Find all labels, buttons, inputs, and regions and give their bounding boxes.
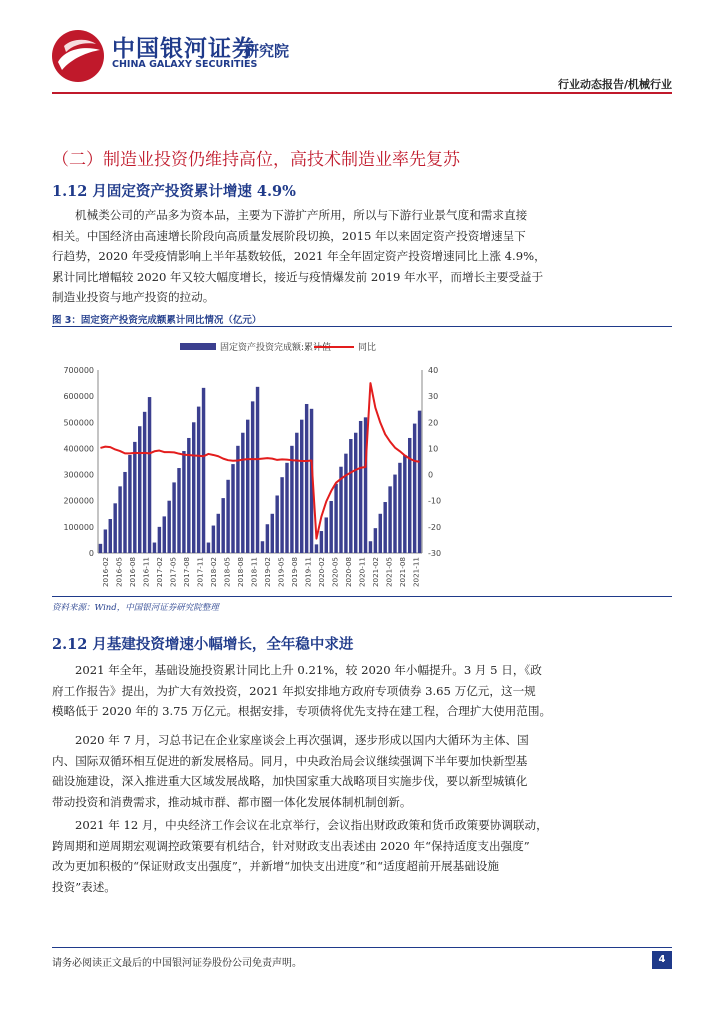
x-tick-label: 2020-11 xyxy=(357,557,367,588)
chart-bar xyxy=(413,424,416,553)
x-tick-label: 2019-08 xyxy=(289,557,299,588)
chart-bar xyxy=(138,426,141,553)
chart-bar xyxy=(300,420,303,553)
figure-bottom-rule xyxy=(52,596,672,597)
chart-bar xyxy=(177,468,180,553)
chart-bar xyxy=(374,528,377,553)
x-tick-label: 2016-02 xyxy=(100,557,110,588)
chart-bar xyxy=(383,502,386,553)
y-right-tick-label: 40 xyxy=(428,366,439,375)
chart-bar xyxy=(221,498,224,553)
investment-chart xyxy=(52,330,672,592)
chart-bar xyxy=(143,412,146,553)
paragraph-line: 累计同比增幅较 2020 年又较大幅度增长，接近与疫情爆发前 2019 年水平，而增长主要受益于 xyxy=(52,269,544,284)
y-right-tick-label: 30 xyxy=(428,392,439,402)
figure-title: 图 3：固定资产投资完成额累计同比情况（亿元） xyxy=(52,315,262,326)
x-tick-label: 2020-02 xyxy=(316,557,326,588)
y-left-tick-label: 100000 xyxy=(63,522,94,532)
chart-bar xyxy=(388,486,391,553)
subsection-heading-1: 1.12 月固定资产投资累计增速 4.9% xyxy=(52,183,296,200)
chart-bar xyxy=(231,464,234,553)
x-tick-label: 2018-11 xyxy=(249,557,259,588)
report-type-label: 行业动态报告/机械行业 xyxy=(557,78,672,91)
x-tick-label: 2020-08 xyxy=(343,557,353,588)
y-left-tick-label: 500000 xyxy=(63,418,94,428)
y-axis-left xyxy=(63,366,94,558)
chart-bar xyxy=(163,516,166,553)
x-tick-label: 2017-02 xyxy=(154,557,164,588)
chart-bar xyxy=(393,475,396,553)
chart-bar xyxy=(344,454,347,553)
y-right-tick-label: 20 xyxy=(428,418,439,428)
paragraph-line: 跨周期和逆周期宏观调控政策要有机结合，针对财政支出表述由 2020 年“保持适度支出强度” xyxy=(52,838,530,853)
x-tick-label: 2016-08 xyxy=(127,557,137,588)
chart-bar xyxy=(379,514,382,553)
chart-bar xyxy=(320,531,323,553)
legend-label-bar: 固定资产投资完成额:累计值 xyxy=(220,343,332,353)
chart-bar xyxy=(280,477,283,553)
y-right-tick-label: -30 xyxy=(428,549,442,558)
chart-bar xyxy=(113,503,116,553)
chart-bar xyxy=(109,519,112,553)
figure-source: 资料来源：Wind，中国银河证券研究院整理 xyxy=(52,603,219,613)
x-tick-label: 2021-05 xyxy=(384,557,394,588)
x-tick-label: 2019-11 xyxy=(303,557,313,588)
y-left-tick-label: 200000 xyxy=(63,496,94,506)
y-left-tick-label: 0 xyxy=(88,549,94,558)
chart-bar xyxy=(212,526,215,553)
x-tick-label: 2019-02 xyxy=(262,557,272,588)
footer-disclaimer: 请务必阅读正文最后的中国银河证券股份公司免责声明。 xyxy=(52,958,302,969)
x-tick-label: 2017-08 xyxy=(181,557,191,588)
page-number: 4 xyxy=(652,951,672,969)
chart-bar xyxy=(315,544,318,553)
legend-label-line: 同比 xyxy=(358,343,377,353)
chart-bar xyxy=(128,455,131,553)
x-tick-label: 2019-05 xyxy=(276,557,286,588)
chart-bar xyxy=(123,472,126,553)
chart-bar xyxy=(398,463,401,553)
chart-bar xyxy=(99,544,102,553)
paragraph-line: 机械类公司的产品多为资本品，主要为下游扩产所用，所以与下游行业景气度和需求直接 xyxy=(75,208,528,222)
x-tick-label: 2021-02 xyxy=(370,557,380,588)
paragraph-2 xyxy=(52,660,672,722)
subsection-heading-2: 2.12 月基建投资增速小幅增长，全年稳中求进 xyxy=(52,636,354,653)
chart-bar xyxy=(104,529,107,553)
paragraph-1 xyxy=(52,205,672,308)
chart-bar xyxy=(329,501,332,553)
paragraph-line: 2021 年全年，基础设施投资累计同比上升 0.21%，较 2020 年小幅提升。3 月 5 日，《政 xyxy=(75,663,542,677)
chart-bar xyxy=(275,495,278,553)
paragraph-line: 础设施建设，深入推进重大区域发展战略，加快国家重大战略项目实施步伐，要以新型城镇化 xyxy=(52,774,528,788)
legend-bar-swatch xyxy=(180,343,216,350)
x-tick-label: 2017-05 xyxy=(168,557,178,588)
y-axis-right xyxy=(428,366,441,558)
x-tick-label: 2021-08 xyxy=(397,557,407,588)
chart-bar xyxy=(354,433,357,553)
x-tick-label: 2021-11 xyxy=(411,557,421,588)
brand-name-cn: 中国银河证券 xyxy=(112,36,256,62)
chart-bar xyxy=(256,387,259,553)
galaxy-logo-icon xyxy=(50,28,106,84)
chart-bar xyxy=(349,439,352,553)
y-right-tick-label: 0 xyxy=(428,470,434,480)
x-axis xyxy=(101,557,421,587)
y-left-tick-label: 600000 xyxy=(63,392,94,402)
paragraph-line: 改为更加积极的“保证财政支出强度”，并新增“加快支出进度”和“适度超前开展基础设施 xyxy=(52,859,500,873)
x-tick-label: 2016-05 xyxy=(114,557,124,588)
figure-top-rule xyxy=(52,326,672,327)
chart-legend xyxy=(180,341,376,353)
chart-bar xyxy=(359,421,362,553)
footer-divider xyxy=(52,947,672,948)
chart-bar xyxy=(167,501,170,553)
chart-bar xyxy=(251,401,254,553)
chart-bars xyxy=(99,387,422,553)
chart-bar xyxy=(236,446,239,553)
y-right-tick-label: -20 xyxy=(428,522,442,532)
chart-bar xyxy=(334,484,337,553)
paragraph-line: 内、国际双循环相互促进的新发展格局。同月，中央政治局会议继续强调下半年要加快新型基 xyxy=(52,753,528,768)
chart-bar xyxy=(172,482,175,553)
y-left-tick-label: 700000 xyxy=(63,366,94,375)
chart-bar xyxy=(418,411,421,553)
chart-bar xyxy=(118,486,121,553)
chart-bar xyxy=(226,480,229,553)
chart-bar xyxy=(133,442,136,553)
chart-bar xyxy=(403,455,406,553)
paragraph-line: 行趋势，2020 年受疫情影响上半年基数较低，2021 年全年固定资产投资增速同比上涨 4.9%， xyxy=(52,249,546,263)
chart-bar xyxy=(207,543,210,553)
chart-bar xyxy=(261,541,264,553)
x-tick-label: 2017-11 xyxy=(195,557,205,588)
x-tick-label: 2018-02 xyxy=(208,557,218,588)
x-tick-label: 2018-05 xyxy=(222,557,232,588)
paragraph-line: 制造业投资与地产投资的拉动。 xyxy=(52,290,215,304)
paragraph-line: 2020 年 7 月，习总书记在企业家座谈会上再次强调，逐步形成以国内大循环为主体、国 xyxy=(75,733,529,747)
chart-bar xyxy=(246,420,249,553)
chart-bar xyxy=(285,463,288,553)
chart-bar xyxy=(217,514,220,553)
x-tick-label: 2020-05 xyxy=(330,557,340,588)
paragraph-4 xyxy=(52,815,672,897)
chart-bar xyxy=(241,433,244,553)
chart-bar xyxy=(197,407,200,553)
chart-bar xyxy=(158,527,161,553)
chart-bar xyxy=(295,433,298,553)
chart-bar xyxy=(325,517,328,553)
chart-bar xyxy=(153,543,156,553)
chart-bar xyxy=(408,438,411,553)
paragraph-line: 投资”表述。 xyxy=(52,879,116,894)
chart-bar xyxy=(202,388,205,553)
y-right-tick-label: 10 xyxy=(428,444,439,454)
x-tick-label: 2018-08 xyxy=(235,557,245,588)
chart-bar xyxy=(290,446,293,553)
chart-bar xyxy=(305,404,308,553)
paragraph-line: 府工作报告》提出，为扩大有效投资，2021 年拟安排地方政府专项债券 3.65 万亿元，这一规 xyxy=(52,683,536,698)
chart-bar xyxy=(148,397,151,553)
brand-subtitle: 研究院 xyxy=(244,42,290,60)
chart-bar xyxy=(192,422,195,553)
brand-name-en: CHINA GALAXY SECURITIES xyxy=(112,59,258,70)
chart-bar xyxy=(266,524,269,553)
paragraph-3 xyxy=(52,730,672,812)
x-tick-label: 2016-11 xyxy=(141,557,151,588)
paragraph-line: 模略低于 2020 年的 3.75 万亿元。根据安排，专项债将优先支持在建工程，合理扩大使用范围。 xyxy=(52,704,552,718)
paragraph-line: 2021 年 12 月，中央经济工作会议在北京举行，会议指出财政政策和货币政策要协调联动， xyxy=(75,818,548,832)
section-heading: （二）制造业投资仍维持高位，高技术制造业率先复苏 xyxy=(52,150,460,170)
chart-bar xyxy=(369,541,372,553)
chart-bar xyxy=(271,514,274,553)
y-right-tick-label: -10 xyxy=(428,496,442,506)
y-left-tick-label: 300000 xyxy=(63,470,94,480)
paragraph-line: 相关。中国经济由高速增长阶段向高质量发展阶段切换，2015 年以来固定资产投资增速呈下 xyxy=(52,228,526,243)
chart-bar xyxy=(182,451,185,553)
paragraph-line: 带动投资和消费需求，推动城市群、都市圈一体化发展体制机制创新。 xyxy=(52,794,412,809)
header-divider xyxy=(52,92,672,94)
y-left-tick-label: 400000 xyxy=(63,444,94,454)
